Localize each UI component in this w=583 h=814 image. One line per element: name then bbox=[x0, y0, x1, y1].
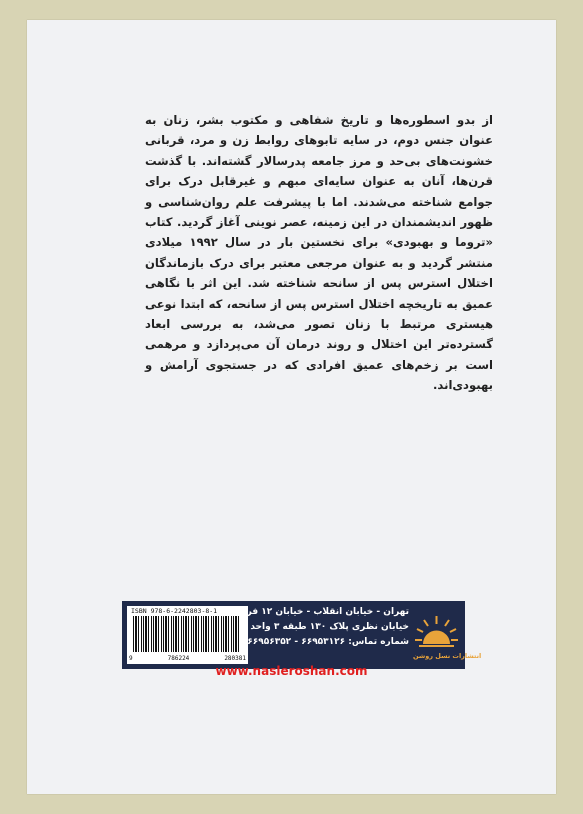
isbn-number: ISBN 978-6-2242803-8-1 bbox=[131, 607, 218, 615]
publisher-logo bbox=[413, 612, 482, 660]
book-description: از بدو اسطوره‌ها و تاریخ شفاهی و مکتوب بشر، زنان به عنوان جنس دوم، در سایه تابوهای روابط زن و مرد، قربانی خشونت‌های بی‌حد و مرز جامعه پدرسالار گشته‌اند. با گذشت قرن‌ها، آنان به عنوان سایه‌ای مبهم و غیرقابل درک برای جوامع شناخته می‌شدند. اما با پیشرفت علم روان‌شناسی و ظهور اندیشمندان در این زمینه، عصر نوینی آغاز گردید. کتاب «تروما و بهبودی» برای نخستین بار در سال ۱۹۹۲ میلادی منتشر گردید و به عنوان مرجعی معتبر برای درک بازماندگان اختلال استرس پس از سانحه شناخته شد. این اثر با نگاهی عمیق به تاریخچه اختلال استرس پس از سانحه، که ابتدا نوعی هیستری مرتبط با زنان تصور می‌شد، به بررسی ابعاد گسترده‌تر این اختلال و روند درمان آن می‌پردازد و مرهمی است بر زخم‌های عمیق افرادی که در جستجوی آرامش و بهبودی‌اند. bbox=[145, 113, 493, 393]
barcode-digit-group: 9 bbox=[129, 655, 133, 662]
barcode-digit-group: 280381 bbox=[224, 655, 246, 662]
sunrise-logo-icon bbox=[413, 612, 460, 650]
publisher-website: www.nasleroshan.com bbox=[215, 664, 368, 678]
barcode-icon bbox=[133, 616, 241, 652]
publisher-info-bar bbox=[122, 601, 482, 669]
barcode-digit-group: 786224 bbox=[167, 655, 190, 662]
barcode-digits bbox=[129, 655, 246, 662]
publisher-address bbox=[219, 605, 409, 650]
phone-line: شماره تماس: ۶۶۹۵۳۱۲۶ - ۶۶۹۵۶۳۵۲ bbox=[247, 637, 409, 647]
address-line: تهران - خیابان انقلاب - خیابان ۱۲ فروردین bbox=[219, 607, 409, 617]
address-line: خیابان نظری پلاک ۱۳۰ طبقه ۳ واحد ۶ bbox=[241, 622, 409, 632]
publisher-logo-text: انتشارات نسل روشن bbox=[413, 652, 482, 660]
